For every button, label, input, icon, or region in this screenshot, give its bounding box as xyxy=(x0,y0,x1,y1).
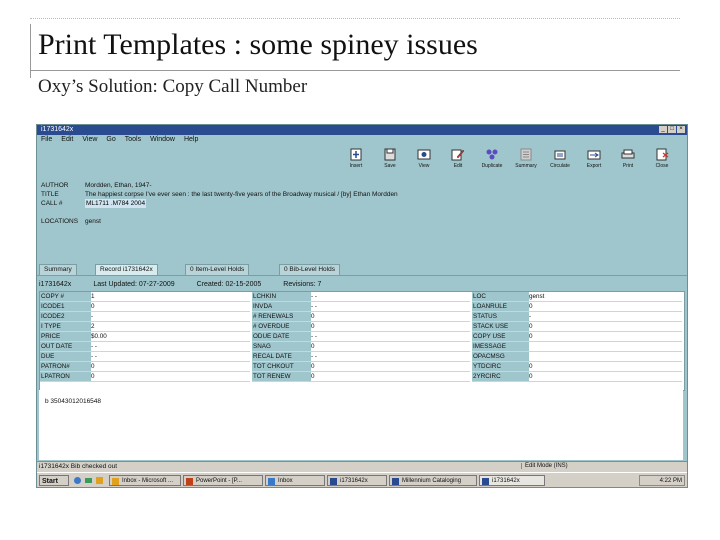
menu-window[interactable]: Window xyxy=(150,136,175,143)
task-label: i1731642x xyxy=(492,478,520,484)
task-label: Millennium Cataloging xyxy=(402,478,462,484)
field-row[interactable] xyxy=(252,342,470,352)
field-label: LPATRON xyxy=(40,372,91,381)
millennium-icon xyxy=(482,478,489,485)
window-titlebar xyxy=(37,125,687,135)
summary-icon xyxy=(519,148,533,161)
field-label: LCHKIN xyxy=(252,292,311,301)
task-label: Inbox - Microsoft ... xyxy=(122,478,174,484)
quicklaunch-ie-icon[interactable] xyxy=(73,476,82,485)
field-value: 0 xyxy=(529,303,533,310)
status-bar xyxy=(37,461,687,472)
field-row[interactable] xyxy=(472,292,682,302)
field-row[interactable] xyxy=(472,342,682,352)
field-value: 0 xyxy=(311,313,315,320)
slide-title-rule xyxy=(30,70,680,71)
circulate-button[interactable] xyxy=(545,147,575,173)
author-value: Mordden, Ethan, 1947- xyxy=(85,182,152,189)
field-label: STATUS xyxy=(472,312,529,321)
circulate-label: Circulate xyxy=(550,163,570,169)
field-label: ODUE DATE xyxy=(252,332,311,341)
field-row[interactable] xyxy=(40,312,250,322)
export-label: Export xyxy=(586,163,602,169)
field-value: - - xyxy=(91,343,97,350)
field-row[interactable] xyxy=(472,332,682,342)
field-label: INVDA xyxy=(252,302,311,311)
field-label: TOT CHKOUT xyxy=(252,362,311,371)
outlook-icon xyxy=(112,478,119,485)
field-label: SNAG xyxy=(252,342,311,351)
task-record-1[interactable] xyxy=(327,475,387,486)
menu-view[interactable]: View xyxy=(82,136,98,143)
tab-record[interactable]: Record i1731642x xyxy=(95,264,158,275)
fields-column-2 xyxy=(252,292,470,382)
field-value: 0 xyxy=(311,363,315,370)
field-row[interactable] xyxy=(40,332,250,342)
duplicate-button[interactable] xyxy=(477,147,507,173)
tab-summary[interactable]: Summary xyxy=(39,264,77,275)
menu-bar xyxy=(37,135,687,145)
print-button[interactable] xyxy=(613,147,643,173)
task-label: PowerPoint - [P... xyxy=(196,478,242,484)
menu-file[interactable]: File xyxy=(41,136,53,143)
save-label: Save xyxy=(384,163,396,169)
field-value: 0 xyxy=(311,343,315,350)
window-title: i1731642x xyxy=(41,126,74,133)
status-right: Edit Mode (INS) xyxy=(521,463,568,469)
field-row[interactable] xyxy=(472,312,682,322)
field-value: - xyxy=(91,313,94,320)
author-label: AUTHOR xyxy=(41,182,69,189)
tab-item-holds[interactable]: 0 Item-Level Holds xyxy=(185,264,249,275)
last-updated: Last Updated: 07-27-2009 xyxy=(93,281,175,288)
status-left: i1731642x Bib checked out xyxy=(39,463,118,470)
taskbar xyxy=(37,472,687,488)
field-label: 2YRCIRC xyxy=(472,372,529,381)
field-row[interactable] xyxy=(40,302,250,312)
insert-icon xyxy=(349,148,363,161)
menu-edit[interactable]: Edit xyxy=(61,136,74,143)
field-row[interactable] xyxy=(252,332,470,342)
close-window-button[interactable]: × xyxy=(677,126,685,133)
toolbar xyxy=(341,147,677,173)
field-row[interactable] xyxy=(252,362,470,372)
close-icon xyxy=(655,148,669,161)
duplicate-icon xyxy=(485,148,499,161)
field-row[interactable] xyxy=(40,362,250,372)
field-row[interactable] xyxy=(252,302,470,312)
field-label: # OVERDUE xyxy=(252,322,311,331)
field-value: - xyxy=(529,313,532,320)
summary-label: Summary xyxy=(515,163,537,169)
fields-column-3 xyxy=(472,292,682,382)
field-label: DUE xyxy=(40,352,91,361)
field-label: # RENEWALS xyxy=(252,312,311,321)
revisions: Revisions: 7 xyxy=(283,281,322,288)
field-value: 1 xyxy=(91,293,95,300)
field-label: OUT DATE xyxy=(40,342,91,351)
field-label: COPY # xyxy=(40,292,91,301)
millennium-icon xyxy=(392,478,399,485)
minimize-button[interactable]: _ xyxy=(659,126,667,133)
field-value: - - xyxy=(311,353,317,360)
insert-label: Insert xyxy=(349,163,363,169)
field-row[interactable] xyxy=(472,302,682,312)
save-icon xyxy=(383,148,397,161)
print-icon xyxy=(621,148,635,161)
field-value: - - xyxy=(311,333,317,340)
field-value: - - xyxy=(311,303,317,310)
start-button[interactable]: Start xyxy=(39,475,69,486)
task-millennium-cataloging[interactable] xyxy=(389,475,477,486)
field-row[interactable] xyxy=(40,292,250,302)
created-date: Created: 02-15-2005 xyxy=(196,281,262,288)
insert-button[interactable] xyxy=(341,147,371,173)
millennium-icon xyxy=(330,478,337,485)
print-label: Print xyxy=(622,163,634,169)
task-label: Inbox xyxy=(278,478,293,484)
quicklaunch-outlook-icon[interactable] xyxy=(95,476,104,485)
menu-go[interactable]: Go xyxy=(106,136,116,143)
field-value: 0 xyxy=(529,323,533,330)
field-label: ICODE1 xyxy=(40,302,91,311)
menu-help[interactable]: Help xyxy=(183,136,199,143)
location-value: genst xyxy=(85,218,101,225)
field-label: YTDCIRC xyxy=(472,362,529,371)
field-row[interactable] xyxy=(40,342,250,352)
field-label: STACK USE xyxy=(472,322,529,331)
fields-column-1 xyxy=(40,292,250,382)
view-button[interactable] xyxy=(409,147,439,173)
field-row[interactable] xyxy=(252,322,470,332)
bib-header xyxy=(41,181,398,226)
field-label: PATRON# xyxy=(40,362,91,371)
field-row[interactable] xyxy=(40,352,250,362)
field-row[interactable] xyxy=(40,322,250,332)
inbox-icon xyxy=(268,478,275,485)
record-header xyxy=(39,281,321,288)
edit-button[interactable] xyxy=(443,147,473,173)
field-row[interactable] xyxy=(252,372,470,382)
export-icon xyxy=(587,148,601,161)
menu-tools[interactable]: Tools xyxy=(124,136,142,143)
field-label: COPY USE xyxy=(472,332,529,341)
field-label: RECAL DATE xyxy=(252,352,311,361)
window-controls xyxy=(659,126,685,133)
field-row[interactable] xyxy=(472,352,682,362)
slide-title: Print Templates : some spiney issues xyxy=(38,28,478,61)
field-value: 0 xyxy=(529,373,533,380)
field-row[interactable] xyxy=(472,372,682,382)
location-label: LOCATIONS xyxy=(41,218,79,225)
barcode-line[interactable]: b 35043012016548 xyxy=(45,398,102,405)
field-label: I TYPE xyxy=(40,322,91,331)
field-label: IMESSAGE xyxy=(472,342,529,351)
millennium-screenshot xyxy=(36,124,688,488)
field-value: 2 xyxy=(91,323,95,330)
field-value: 0 xyxy=(529,363,533,370)
record-id: i1731642x xyxy=(39,281,72,288)
field-value: 0 xyxy=(311,323,315,330)
field-row[interactable] xyxy=(252,312,470,322)
field-label: OPACMSG xyxy=(472,352,529,361)
export-button[interactable] xyxy=(579,147,609,173)
field-value: 0 xyxy=(529,333,533,340)
field-label: ICODE2 xyxy=(40,312,91,321)
view-icon xyxy=(417,148,431,161)
field-label: PRICE xyxy=(40,332,91,341)
field-label: TOT RENEW xyxy=(252,372,311,381)
record-tabs xyxy=(37,263,687,276)
summary-button[interactable] xyxy=(511,147,541,173)
field-value: genst xyxy=(529,293,545,300)
maximize-button[interactable]: □ xyxy=(668,126,676,133)
save-button[interactable] xyxy=(375,147,405,173)
slide-subtitle: Oxy’s Solution: Copy Call Number xyxy=(38,76,308,97)
duplicate-label: Duplicate xyxy=(481,163,503,169)
item-fields-grid xyxy=(39,291,685,391)
variable-fields-area xyxy=(39,390,683,460)
call-label: CALL # xyxy=(41,200,63,207)
close-label: Close xyxy=(655,163,669,169)
tab-bib-holds[interactable]: 0 Bib-Level Holds xyxy=(279,264,340,275)
field-row[interactable] xyxy=(40,372,250,382)
edit-label: Edit xyxy=(453,163,463,169)
field-row[interactable] xyxy=(472,322,682,332)
quicklaunch-desktop-icon[interactable] xyxy=(84,476,93,485)
powerpoint-icon xyxy=(186,478,193,485)
task-powerpoint[interactable] xyxy=(183,475,263,486)
field-value: 0 xyxy=(91,363,95,370)
field-row[interactable] xyxy=(472,362,682,372)
field-value: 0 xyxy=(91,303,95,310)
system-tray-clock[interactable]: 4:22 PM xyxy=(639,475,685,486)
field-row[interactable] xyxy=(252,352,470,362)
field-value: - - xyxy=(311,293,317,300)
edit-icon xyxy=(451,148,465,161)
field-value: 0 xyxy=(311,373,315,380)
field-row[interactable] xyxy=(252,292,470,302)
field-label: LOC xyxy=(472,292,529,301)
slide-top-rule xyxy=(30,18,680,20)
view-label: View xyxy=(418,163,430,169)
call-number-value[interactable]: ML1711 .M784 2004 xyxy=(86,200,146,207)
circulate-icon xyxy=(553,148,567,161)
field-value: - - xyxy=(91,353,97,360)
field-value: 0 xyxy=(91,373,95,380)
title-label: TITLE xyxy=(41,191,59,198)
task-label: i1731642x xyxy=(340,478,368,484)
task-inbox-outlook[interactable] xyxy=(109,475,181,486)
field-label: LOANRULE xyxy=(472,302,529,311)
task-record-2-active[interactable] xyxy=(479,475,545,486)
close-button[interactable] xyxy=(647,147,677,173)
task-inbox[interactable] xyxy=(265,475,325,486)
title-value: The happiest corpse I've ever seen : the last twenty-five years of the Broadway musical / [by] Ethan Mordden xyxy=(85,191,398,198)
field-value: $0.00 xyxy=(91,333,107,340)
